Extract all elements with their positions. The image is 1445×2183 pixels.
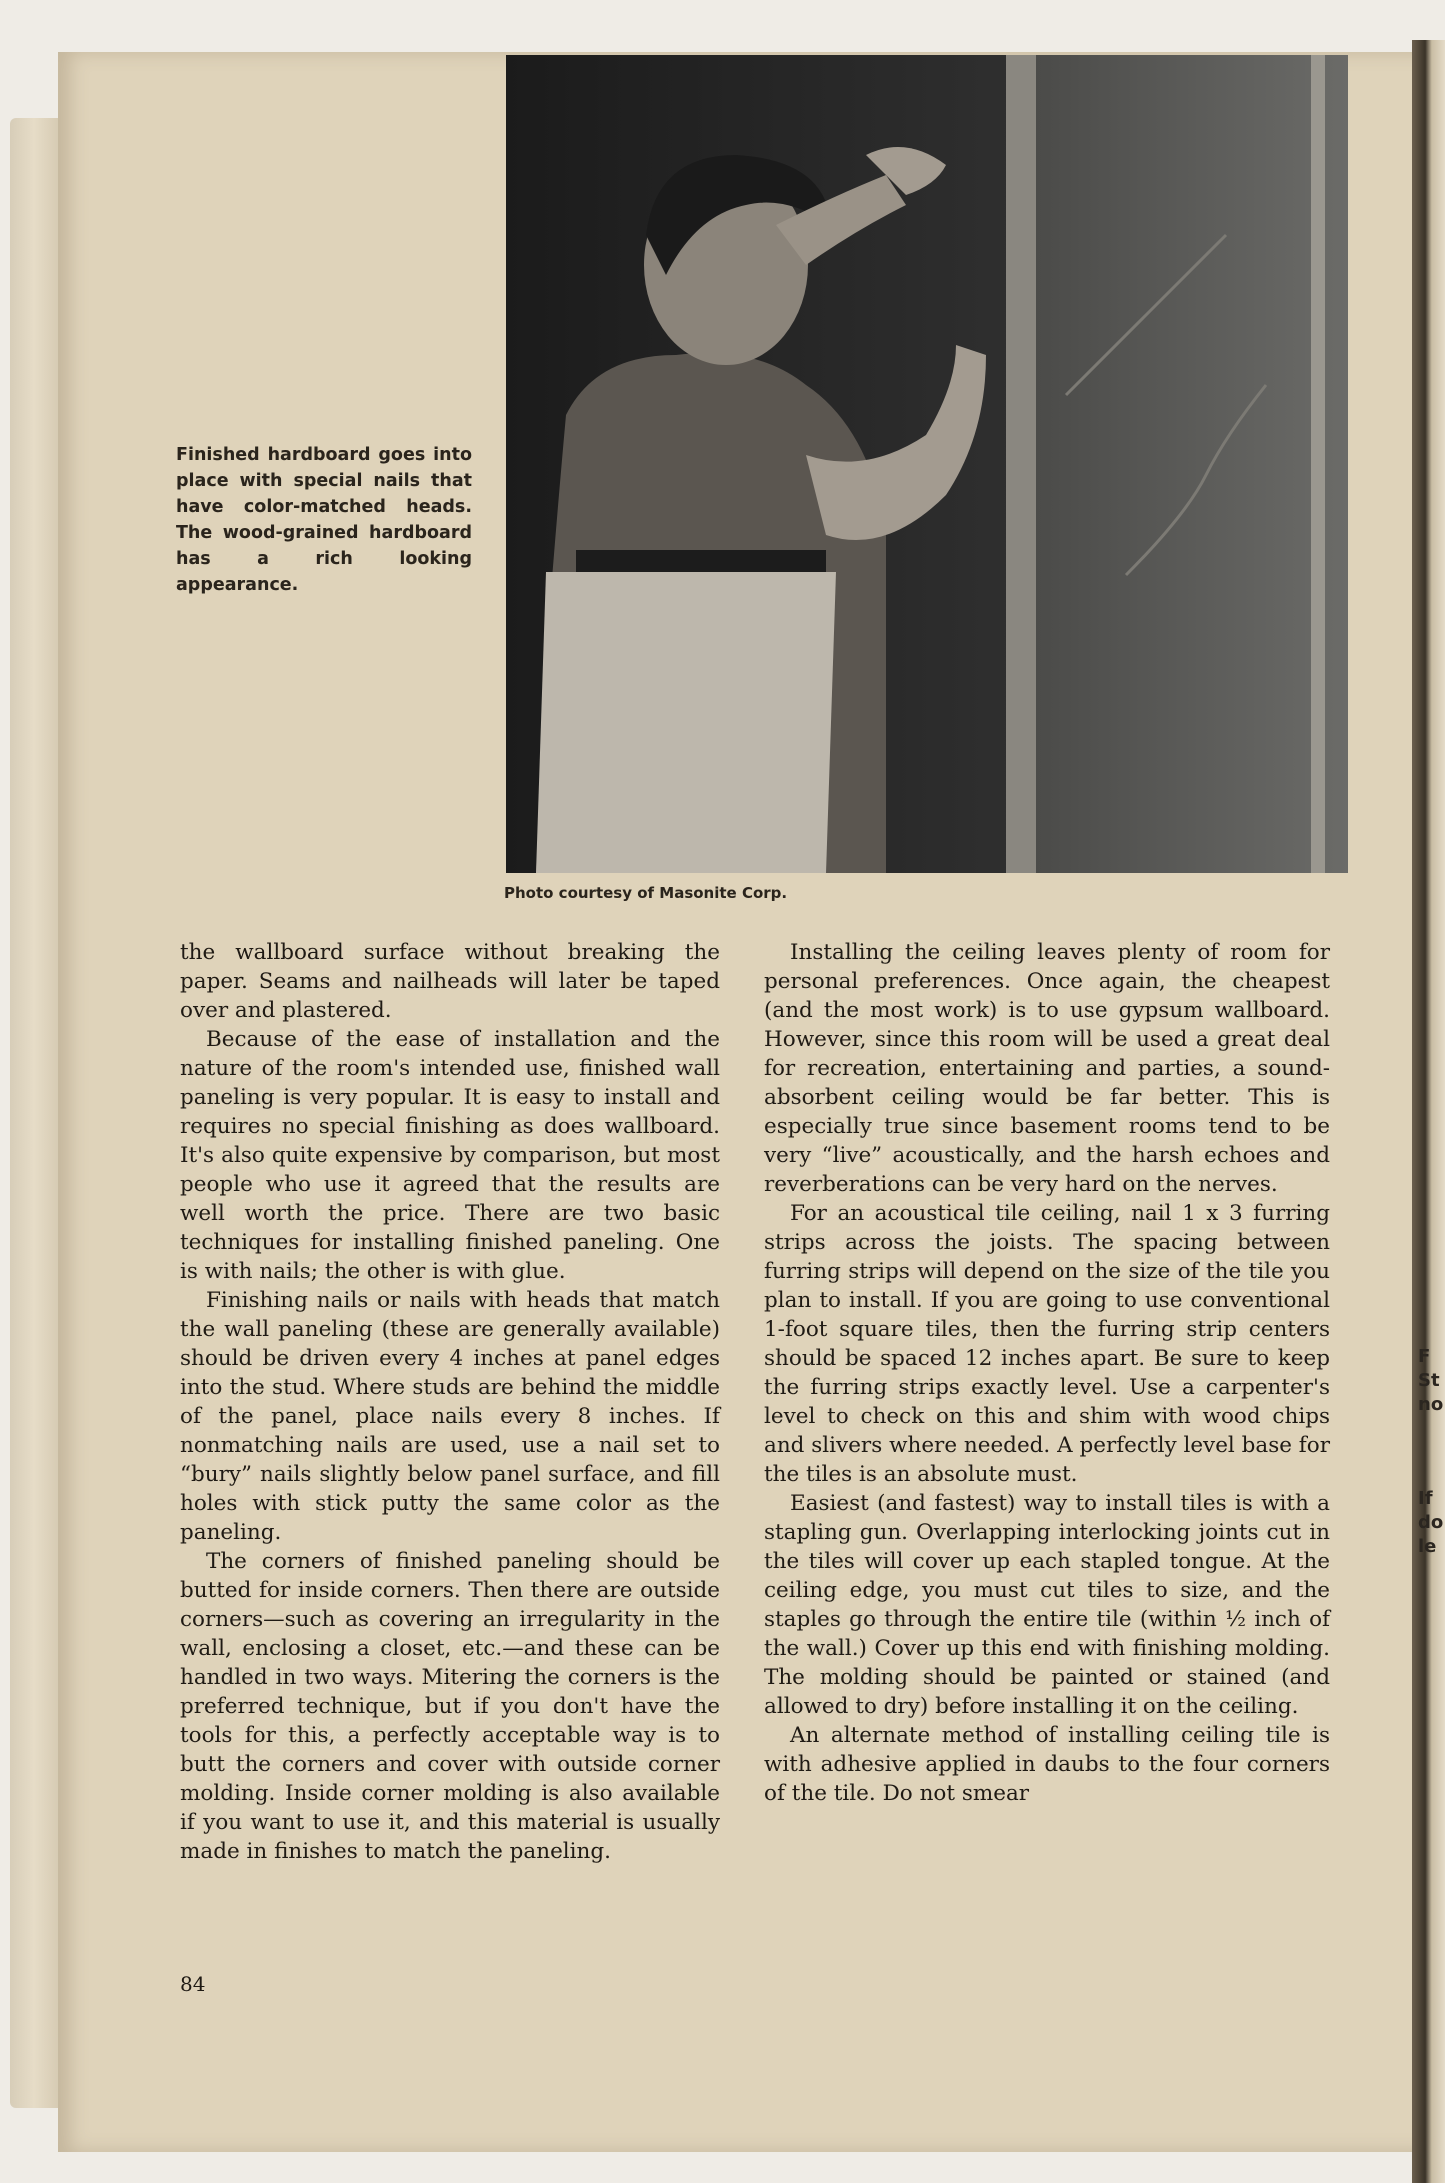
paragraph: the wallboard surface without breaking the paper. Seams and nailheads will later be taped over and plastered. — [180, 940, 720, 1023]
paragraph: Because of the ease of installation and the nature of the room's intended use, finished wall paneling is very popular. It is easy to install and requires no special finishing as does wallboard. It's also quite expensive by comparison, but most people who use it agreed that the results are well worth the price. There are two basic techniques for installing finished paneling. One is with nails; the other is with glue. — [180, 1027, 720, 1284]
adjacent-fragment: St — [1418, 1370, 1440, 1391]
paragraph: An alternate method of installing ceiling tile is with adhesive applied in daubs to the four corners of the tile. Do not smear — [764, 1723, 1330, 1806]
paragraph: Installing the ceiling leaves plenty of room for personal preferences. Once again, the cheapest (and the most work) is to use gypsum wallboard. However, since this room will be used a great deal for recreation, entertaining and parties, a sound-absorbent ceiling would be far better. This is especially true since basement rooms tend to be very “live” acoustically, and the harsh echoes and reverberations can be very hard on the nerves. — [764, 940, 1330, 1197]
adjacent-page-edge — [1412, 40, 1445, 2183]
adjacent-gap — [1418, 1417, 1444, 1487]
left-text-column — [180, 938, 720, 1866]
adjacent-page-text — [1418, 1345, 1444, 1559]
paragraph: The corners of finished paneling should be butted for inside corners. Then there are outside corners—such as covering an irregularity in the wall, enclosing a closet, etc.—and these can be handled in two ways. Mitering the corners is the preferred technique, but if you don't have the tools for this, a perfectly acceptable way is to butt the corners and cover with outside corner molding. Inside corner molding is also available if you want to use it, and this material is usually made in finishes to match the paneling. — [180, 1549, 720, 1864]
adjacent-fragment: If — [1418, 1488, 1433, 1509]
paragraph: For an acoustical tile ceiling, nail 1 x 3 furring strips across the joists. The spacing between furring strips will depend on the size of the tile you plan to install. If you are going to use conventional 1-foot square tiles, then the furring strip centers should be spaced 12 inches apart. Be sure to keep the furring strips exactly level. Use a carpenter's level to check on this and shim with wood chips and slivers where needed. A perfectly level base for the tiles is an absolute must. — [764, 1201, 1330, 1487]
page-number: 84 — [180, 1972, 206, 1996]
adjacent-fragment: F — [1418, 1346, 1431, 1367]
article-photo — [506, 55, 1348, 873]
photo-credit: Photo courtesy of Masonite Corp. — [504, 884, 788, 902]
adjacent-fragment: le — [1418, 1536, 1437, 1557]
adjacent-fragment: do — [1418, 1512, 1444, 1533]
man-installing-paneling-photo — [506, 55, 1348, 873]
paragraph: Finishing nails or nails with heads that match the wall paneling (these are generally available) should be driven every 4 inches at panel edges into the stud. Where studs are behind the middle of the panel, place nails every 8 inches. If nonmatching nails are used, use a nail set to “bury” nails slightly below panel surface, and fill holes with stick putty the same color as the paneling. — [180, 1288, 720, 1545]
paragraph: Easiest (and fastest) way to install tiles is with a stapling gun. Overlapping interlocking joints cut in the tiles will cover up each stapled tongue. At the ceiling edge, you must cut tiles to size, and the staples go through the entire tile (within ½ inch of the wall.) Cover up this end with finishing molding. The molding should be painted or stained (and allowed to dry) before installing it on the ceiling. — [764, 1491, 1330, 1719]
adjacent-fragment: no — [1418, 1394, 1444, 1415]
photo-caption: Finished hardboard goes into place with special nails that have color-matched heads. The wood-grained hardboard has a rich looking appearance. — [176, 445, 472, 595]
right-text-column — [764, 938, 1330, 1808]
